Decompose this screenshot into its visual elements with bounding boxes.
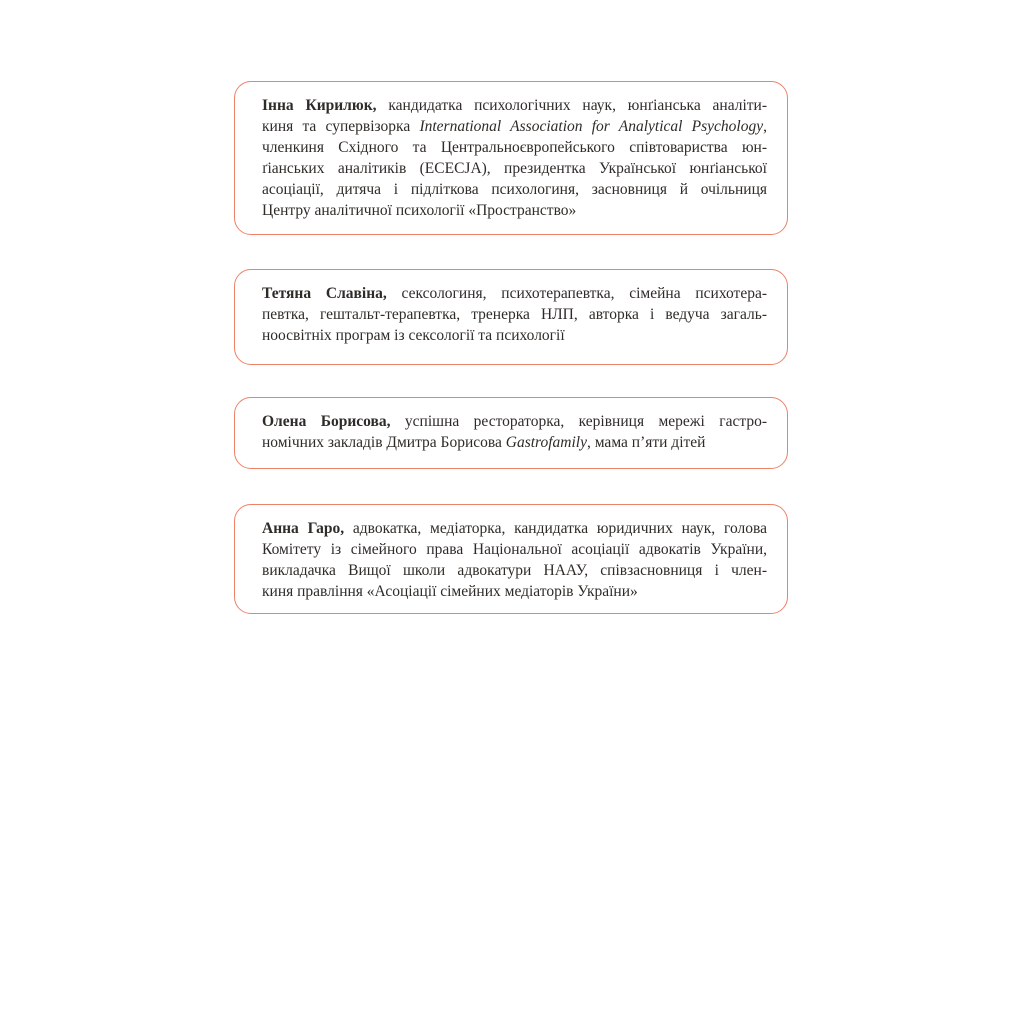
bio-text-line: асоціації, дитяча і підліткова психологиня, засновниця й очільниця [262,181,767,198]
bio-card-tetiana-slavina [234,269,788,365]
bio-text-line: Інна Кирилюк, кандидатка психологічних наук, юнґіанська аналіти- [262,97,767,114]
bio-card-anna-haro [234,504,788,614]
bio-text-line: Олена Борисова, успішна рестораторка, керівниця мережі гастро- [262,413,767,430]
bio-text-line: членкиня Східного та Центральноєвропейського співтовариства юн- [262,139,767,156]
bio-text-line: номічних закладів Дмитра Борисова Gastrofamily, мама п’яти дітей [262,434,706,451]
bio-text [262,411,767,453]
bio-text [262,283,767,346]
bio-text-line: ґіанських аналітиків (ECECJA), президентка Української юнґіанської [262,160,767,177]
bio-text-line: Анна Гаро, адвокатка, медіаторка, кандидатка юридичних наук, голова [262,520,767,537]
bio-text [262,518,767,602]
bio-text-line: певтка, гештальт-терапевтка, тренерка НЛП, авторка і ведуча загаль- [262,306,767,323]
bio-text-line: викладачка Вищої школи адвокатури НААУ, співзасновниця і член- [262,562,767,579]
bio-text-line: киня та супервізорка International Association for Analytical Psychology, [262,118,767,135]
bio-text-line: Центру аналітичної психології «Пространство» [262,202,577,219]
bio-card-olena-borysova [234,397,788,469]
bio-text-line: ноосвітніх програм із сексології та психології [262,327,565,344]
bio-text-line: киня правління «Асоціації сімейних медіаторів України» [262,583,638,600]
bio-text-line: Тетяна Славіна, сексологиня, психотерапевтка, сімейна психотера- [262,285,767,302]
bio-text-line: Комітету із сімейного права Національної асоціації адвокатів України, [262,541,767,558]
bio-card-inna-kyryliuk [234,81,788,235]
bio-text [262,95,767,221]
